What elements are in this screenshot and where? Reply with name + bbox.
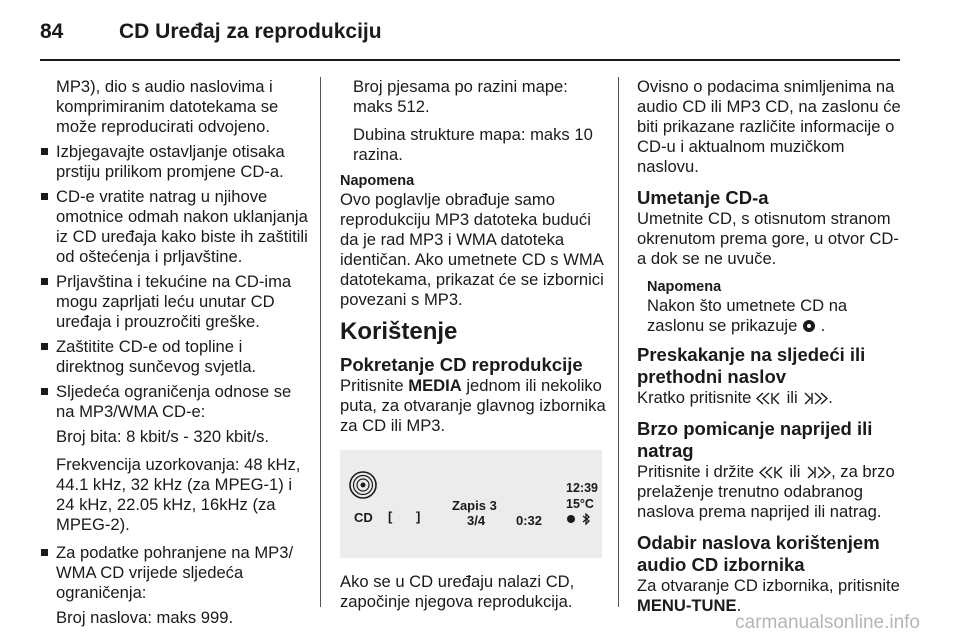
note-text: Nakon što umetnete CD na zaslonu se prikazuje . — [647, 296, 848, 335]
bullet-item: Za podatke pohranjene na MP3/ WMA CD vrijede sljedeća ograničenja: — [40, 543, 310, 603]
display-track-count: 3/4 — [467, 513, 486, 528]
paragraph: Ovisno o podacima snimljenima na audio CD ili MP3 CD, na zaslonu će biti prikazane različite informacije o CD-u i aktualnom muzičkom naslovu. — [637, 77, 901, 176]
paragraph: Pritisnite MEDIA jednom ili nekoliko puta, za otvaranje glavnog izbornika za CD ili MP3. — [340, 376, 606, 435]
subsection-heading: Brzo pomicanje naprijed ili natrag — [637, 418, 873, 461]
media-button-label: MEDIA — [408, 376, 462, 395]
column-divider-1 — [320, 77, 321, 607]
subsection-heading: Pokretanje CD reprodukcije — [340, 354, 583, 375]
record-dot-icon — [566, 513, 576, 525]
bullet-item: Zaštitite CD-e od topline i direktnog sunčevog svjetla. — [40, 337, 310, 377]
page-number: 84 — [40, 20, 64, 43]
bullet-item: CD-e vratite natrag u njihove omotnice odmah nakon uklanjanja iz CD uređaja kako biste ih zaštitili od oštećenja i prljavštine. — [40, 187, 310, 267]
note-text: Ovo poglavlje obrađuje samo reprodukciju MP3 datoteka budući da je rad MP3 i WMA datoteka identičan. Ako umetnete CD s WMA datotekama, prikazat će se izbornici povezani s MP3. — [340, 190, 604, 309]
seek-back-icon — [759, 466, 785, 479]
header-divider — [40, 59, 900, 61]
display-clock: 12:39 — [566, 481, 598, 495]
column-2 — [340, 77, 606, 622]
paragraph: Ako se u CD uređaju nalazi CD, započinje njegova reprodukcija. — [340, 572, 575, 611]
subsection-heading: Preskakanje na sljedeći ili prethodni naslov — [637, 344, 866, 387]
page-header — [0, 0, 960, 62]
paragraph: Pritisnite i držite ili , za brzo prelaženje trenutno odabranog naslova prema naprijed ili natrag. — [637, 462, 895, 521]
bullet-item: Izbjegavajte ostavljanje otisaka prstiju prilikom promjene CD-a. — [40, 142, 310, 182]
display-temperature: 15°C — [566, 497, 594, 511]
display-brackets: [ ] — [388, 509, 431, 524]
paragraph: Za otvaranje CD izbornika, pritisnite MENU-TUNE. — [637, 576, 900, 615]
display-elapsed: 0:32 — [516, 513, 543, 528]
seek-back-icon — [756, 392, 782, 405]
subsection-heading: Umetanje CD-a — [637, 187, 769, 208]
cd-inserted-icon — [802, 319, 816, 333]
note-title: Napomena — [340, 173, 415, 189]
bluetooth-icon — [581, 513, 591, 525]
seek-forward-icon — [802, 392, 828, 405]
menu-tune-button-label: MENU-TUNE — [637, 596, 737, 615]
subsection-heading: Odabir naslova korištenjem audio CD izbornika — [637, 532, 880, 575]
bullet-item: Sljedeća ograničenja odnose se na MP3/WMA CD-e: — [40, 382, 310, 422]
column-divider-2 — [618, 77, 619, 607]
display-source: CD — [354, 510, 373, 525]
section-heading: Korištenje — [340, 318, 458, 345]
seek-forward-icon — [805, 466, 831, 479]
display-status-icons — [566, 510, 591, 530]
paragraph: Kratko pritisnite ili . — [637, 388, 833, 407]
watermark: carmanualsonline.info — [735, 612, 920, 633]
sub-item: Broj pjesama po razini mape: maks 512. — [353, 77, 568, 116]
bullet-item: Prljavština i tekućine na CD-ima mogu zaprljati leću unutar CD uređaja i prouzročiti greške. — [40, 272, 310, 332]
continued-paragraph: MP3), dio s audio naslovima i komprimiranim datotekama se može reproducirati odvojeno. — [56, 77, 279, 136]
disc-icon — [348, 470, 378, 500]
sub-item: Frekvencija uzorkovanja: 48 kHz, 44.1 kHz, 32 kHz (za MPEG-1) i 24 kHz, 22.05 kHz, 16kHz (za MPEG-2). — [56, 455, 301, 534]
display-track: Zapis 3 — [452, 498, 497, 513]
paragraph: Umetnite CD, s otisnutom stranom okrenutom prema gore, u otvor CD-a dok se ne uvuče. — [637, 209, 899, 268]
note-block — [637, 279, 903, 336]
column-3 — [637, 77, 903, 626]
sub-item: Broj naslova: maks 999. — [56, 608, 234, 627]
page-title: CD Uređaj za reprodukciju — [119, 20, 382, 43]
note-title: Napomena — [647, 279, 722, 295]
column-1 — [40, 77, 310, 636]
cd-display-screen — [340, 450, 602, 558]
sub-item: Dubina strukture mapa: maks 10 razina. — [353, 125, 593, 164]
sub-item: Broj bita: 8 kbit/s - 320 kbit/s. — [56, 427, 270, 446]
